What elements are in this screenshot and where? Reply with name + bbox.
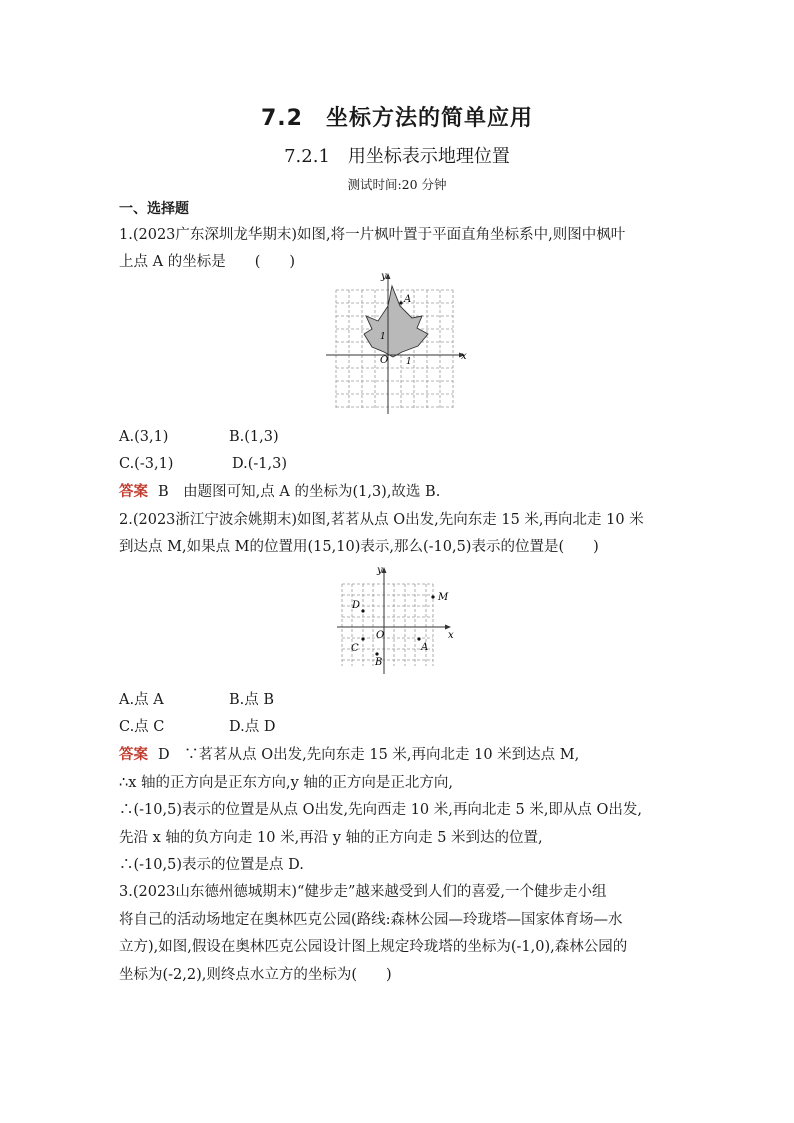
q3-stem-line2: 将自己的活动场地定在奥林匹克公园(路线:森林公园—玲珑塔—国家体育场—水 xyxy=(119,912,623,928)
answer-label: 答案 xyxy=(119,747,148,763)
test-time: 测试时间:20 分钟 xyxy=(347,177,447,192)
q2-option-d: D.点 D xyxy=(229,719,276,735)
point-m-dot xyxy=(431,595,434,598)
q1-answer xyxy=(119,482,440,502)
q2-stem-line2: 到达点 M,如果点 M的位置用(15,10)表示,那么(-10,5)表示的位置是( ) xyxy=(119,539,599,555)
point-b-dot xyxy=(375,652,378,655)
point-c-dot xyxy=(361,637,364,640)
position-figure xyxy=(334,560,462,678)
maple-leaf-figure xyxy=(322,266,472,416)
point-m-label: M xyxy=(438,592,449,603)
x-axis-arrow-icon xyxy=(445,625,451,630)
point-b-label: B xyxy=(375,657,383,668)
point-d-label: D xyxy=(352,600,361,611)
q1-option-c: C.(-3,1) xyxy=(119,456,174,472)
x-tick-label: 1 xyxy=(406,357,412,367)
x-axis-label: x xyxy=(448,630,454,641)
q2-option-a: A.点 A xyxy=(119,692,164,708)
q2-stem-line1: 2.(2023浙江宁波余姚期末)如图,茗茗从点 O出发,先向东走 15 米,再向北走 10 米 xyxy=(119,512,644,528)
q3-stem-line4: 坐标为(-2,2),则终点水立方的坐标为( ) xyxy=(119,967,392,983)
q3-stem-line3: 立方),如图,假设在奥林匹克公园设计图上规定玲珑塔的坐标为(-1,0),森林公园的 xyxy=(119,939,628,955)
lesson-subtitle: 7.2.1 用坐标表示地理位置 xyxy=(284,146,510,167)
y-axis-label: y xyxy=(381,271,387,282)
q3-stem-line1: 3.(2023山东德州德城期末)“健步走”越来越受到人们的喜爱,一个健步走小组 xyxy=(119,884,607,900)
q2-solution-line4: ∴(-10,5)表示的位置是点 D. xyxy=(119,857,304,873)
point-d-dot xyxy=(361,609,364,612)
q2-option-b: B.点 B xyxy=(229,692,275,708)
q1-stem-line1: 1.(2023广东深圳龙华期末)如图,将一片枫叶置于平面直角坐标系中,则图中枫叶 xyxy=(119,227,626,243)
q1-stem-line2: 上点 A 的坐标是 ( ) xyxy=(119,254,296,270)
q1-answer-text: B 由题图可知,点 A 的坐标为(1,3),故选 B. xyxy=(158,484,441,500)
point-a-label: A xyxy=(404,294,412,305)
q2-answer-text: D ∵茗茗从点 O出发,先向东走 15 米,再向北走 10 米到达点 M, xyxy=(158,747,580,763)
q1-option-a: A.(3,1) xyxy=(119,429,169,445)
q2-solution-line2: ∴(-10,5)表示的位置是从点 O出发,先向西走 10 米,再向北走 5 米,即从点 O出发, xyxy=(119,802,643,818)
section-heading: 一、选择题 xyxy=(119,201,189,217)
q2-answer xyxy=(119,745,579,765)
origin-label: O xyxy=(376,630,385,641)
q2-option-c: C.点 C xyxy=(119,719,165,735)
point-a-dot xyxy=(417,637,420,640)
q1-option-d: D.(-1,3) xyxy=(232,456,287,472)
y-axis-label: y xyxy=(377,565,383,576)
y-tick-label: 1 xyxy=(380,332,386,342)
x-axis-label: x xyxy=(461,351,467,362)
answer-label: 答案 xyxy=(119,484,148,500)
section-title: 7.2 坐标方法的简单应用 xyxy=(261,106,533,131)
point-a-label: A xyxy=(421,642,429,653)
q1-option-b: B.(1,3) xyxy=(229,429,279,445)
origin-label: O xyxy=(380,355,389,366)
q2-solution-line1: ∴x 轴的正方向是正东方向,y 轴的正方向是正北方向, xyxy=(119,775,454,791)
point-a-dot xyxy=(399,301,402,304)
maple-leaf-shape xyxy=(364,286,428,357)
q2-solution-line3: 先沿 x 轴的负方向走 10 米,再沿 y 轴的正方向走 5 米到达的位置, xyxy=(119,830,543,846)
point-c-label: C xyxy=(351,643,359,654)
